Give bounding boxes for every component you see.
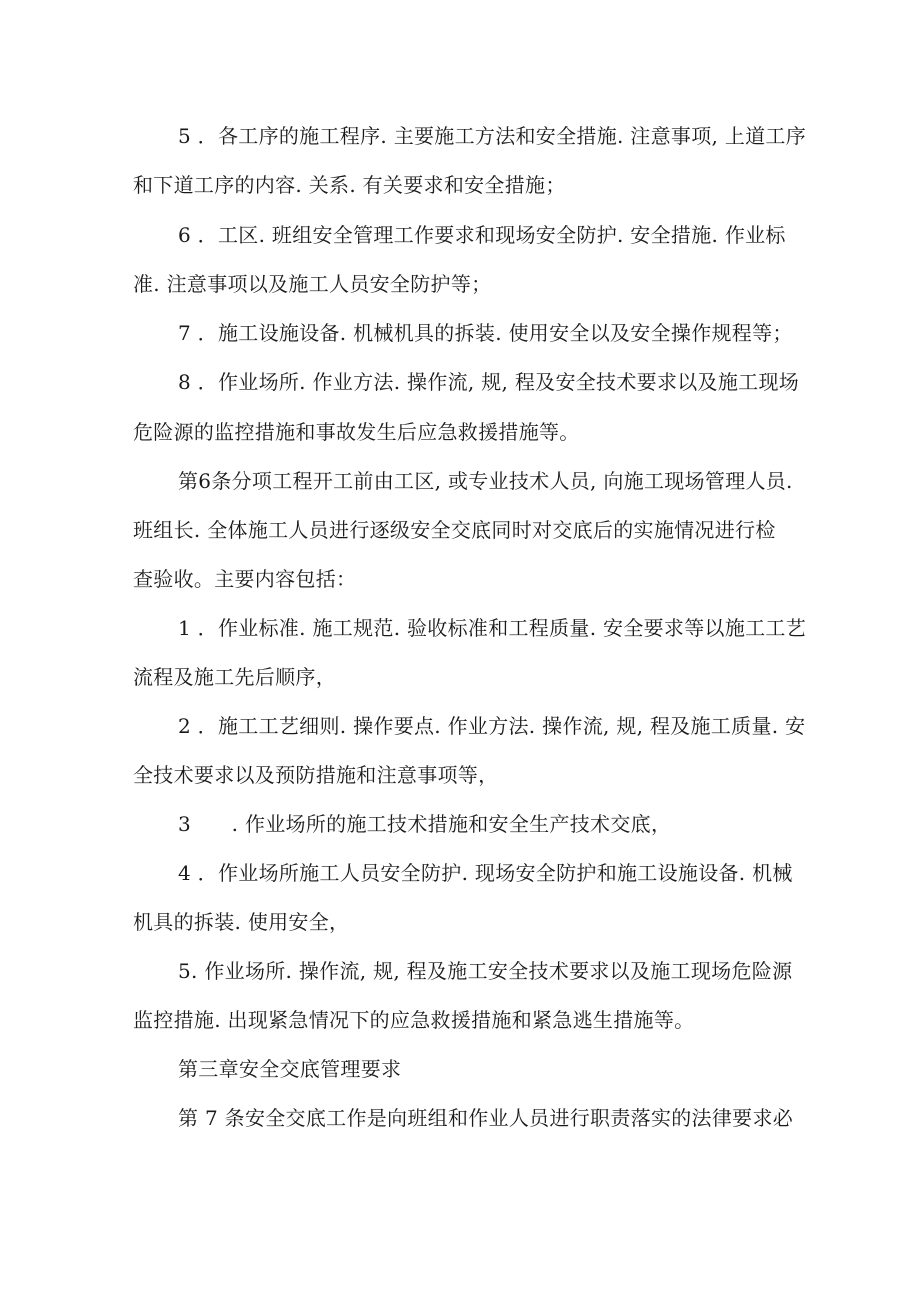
text-line: 第 7 条安全交底工作是向班组和作业人员进行职责落实的法律要求必 bbox=[178, 1106, 794, 1130]
text-line: 7 ．施工设施设备. 机械机具的拆装. 使用安全以及安全操作规程等； bbox=[178, 321, 793, 345]
text-line: 4 ．作业场所施工人员安全防护. 现场安全防护和施工设施设备. 机械 bbox=[178, 861, 793, 885]
text-line: 2 ．施工工艺细则. 操作要点. 作业方法. 操作流, 规, 程及施工质量. 安 bbox=[178, 714, 806, 738]
text-line: 班组长. 全体施工人员进行逐级安全交底同时对交底后的实施情况进行检 bbox=[133, 518, 776, 542]
text-line: 全技术要求以及预防措施和注意事项等， bbox=[133, 763, 499, 787]
text-line: 危险源的监控措施和事故发生后应急救援措施等。 bbox=[133, 420, 580, 444]
text-line: 5. 作业场所. 操作流, 规, 程及施工安全技术要求以及施工现场危险源 bbox=[178, 959, 793, 983]
section-heading: 第三章安全交底管理要求 bbox=[178, 1057, 402, 1081]
text-line: 第6条分项工程开工前由工区, 或专业技术人员, 向施工现场管理人员. bbox=[178, 469, 793, 493]
text-line: 5 ．各工序的施工程序. 主要施工方法和安全措施. 注意事项, 上道工序 bbox=[178, 124, 807, 148]
text-line: 准. 注意事项以及施工人员安全防护等； bbox=[133, 272, 492, 296]
text-line: 监控措施. 出现紧急情况下的应急救援措施和紧急逃生措施等。 bbox=[133, 1008, 695, 1032]
text-line: 1 ．作业标准. 施工规范. 验收标准和工程质量. 安全要求等以施工工艺 bbox=[178, 616, 807, 640]
text-line: 8 ．作业场所. 作业方法. 操作流, 规, 程及安全技术要求以及施工现场 bbox=[178, 370, 800, 394]
text-line: 流程及施工先后顺序， bbox=[133, 665, 336, 689]
text-line: 6 ．工区. 班组安全管理工作要求和现场安全防护. 安全措施. 作业标 bbox=[178, 223, 786, 247]
text-line: 查验收。主要内容包括： bbox=[133, 567, 357, 591]
text-line: 机具的拆装. 使用安全， bbox=[133, 910, 350, 934]
text-line: 和下道工序的内容. 关系. 有关要求和安全措施； bbox=[133, 173, 566, 197]
text-line: 3 . 作业场所的施工技术措施和安全生产技术交底， bbox=[178, 812, 672, 836]
